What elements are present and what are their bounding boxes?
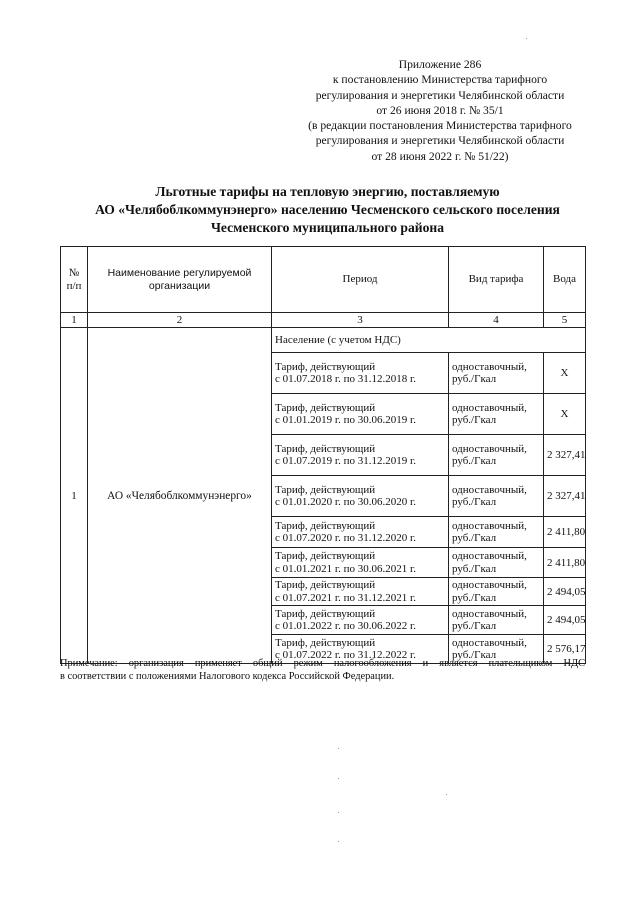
organization-name: АО «Челябоблкоммунэнерго» — [88, 328, 272, 664]
annex-line: от 28 июня 2022 г. № 51/22) — [371, 149, 509, 163]
annex-line: к постановлению Министерства тарифного — [332, 73, 548, 87]
annex-line: Приложение 286 — [398, 58, 482, 71]
tariff-period: Тариф, действующий с 01.01.2021 г. по 30.06.2021 г. — [272, 548, 449, 578]
row-number: 1 — [61, 328, 88, 664]
tariff-type: одноставочный, руб./Гкал — [449, 353, 544, 394]
header-num: № п/п — [61, 247, 88, 313]
water-value: X — [544, 353, 586, 394]
tariff-type: одноставочный, руб./Гкал — [449, 476, 544, 517]
annex-line: регулирования и энергетики Челябинской области — [315, 134, 565, 148]
tariff-table — [60, 246, 586, 664]
annex-header — [285, 57, 595, 164]
water-value: 2 494,05 — [544, 606, 586, 635]
scan-speck — [338, 841, 339, 842]
water-value: 2 327,41 — [544, 476, 586, 517]
tariff-type: одноставочный, руб./Гкал — [449, 548, 544, 578]
tariff-period: Тариф, действующий с 01.01.2020 г. по 30.06.2020 г. — [272, 476, 449, 517]
scan-speck — [446, 794, 447, 795]
water-value: 2 411,80 — [544, 517, 586, 548]
tariff-period: Тариф, действующий с 01.01.2019 г. по 30.06.2019 г. — [272, 394, 449, 435]
title-line: АО «Челябоблкоммунэнерго» населению Чесменского сельского поселения — [95, 202, 560, 217]
water-value: 2 411,80 — [544, 548, 586, 578]
tariff-type: одноставочный, руб./Гкал — [449, 394, 544, 435]
tariff-type: одноставочный, руб./Гкал — [449, 578, 544, 606]
col-number: 3 — [272, 313, 449, 328]
col-number: 1 — [61, 313, 88, 328]
tariff-type: одноставочный, руб./Гкал — [449, 435, 544, 476]
tariff-period: Тариф, действующий с 01.07.2021 г. по 31.12.2021 г. — [272, 578, 449, 606]
tariff-period: Тариф, действующий с 01.07.2020 г. по 31.12.2020 г. — [272, 517, 449, 548]
tariff-period: Тариф, действующий с 01.01.2022 г. по 30.06.2022 г. — [272, 606, 449, 635]
water-value: 2 327,41 — [544, 435, 586, 476]
col-number: 4 — [449, 313, 544, 328]
annex-line: от 26 июня 2018 г. № 35/1 — [376, 103, 504, 117]
tariff-type: одноставочный, руб./Гкал — [449, 635, 544, 664]
scan-speck — [338, 748, 339, 749]
tariff-type: одноставочный, руб./Гкал — [449, 517, 544, 548]
table-row — [61, 328, 586, 353]
population-label: Население (с учетом НДС) — [272, 328, 586, 353]
tariff-period: Тариф, действующий с 01.07.2018 г. по 31.12.2018 г. — [272, 353, 449, 394]
table-header-row — [61, 247, 586, 313]
title-line: Чесменского муниципального района — [210, 220, 445, 235]
column-number-row — [61, 313, 586, 328]
footnote — [60, 657, 585, 683]
header-type: Вид тарифа — [449, 247, 544, 313]
title-line: Льготные тарифы на тепловую энергию, поставляемую — [155, 184, 500, 199]
header-period: Период — [272, 247, 449, 313]
col-number: 5 — [544, 313, 586, 328]
annex-line: регулирования и энергетики Челябинской области — [315, 88, 565, 102]
col-number: 2 — [88, 313, 272, 328]
scan-speck — [338, 778, 339, 779]
document-title — [40, 183, 615, 237]
footnote-line: в соответствии с положениями Налогового кодекса Российской Федерации. — [60, 671, 395, 682]
scan-speck — [338, 812, 339, 813]
header-water: Вода — [544, 247, 586, 313]
header-org: Наименование регулируемой организации — [88, 247, 272, 313]
tariff-type: одноставочный, руб./Гкал — [449, 606, 544, 635]
tariff-period: Тариф, действующий с 01.07.2022 г. по 31.12.2022 г. — [272, 635, 449, 664]
tariff-period: Тариф, действующий с 01.07.2019 г. по 31.12.2019 г. — [272, 435, 449, 476]
footnote-line: Примечание: организация применяет общий режим налогообложения и является плательщиком НДС — [60, 658, 585, 669]
water-value: X — [544, 394, 586, 435]
scan-speck — [526, 38, 527, 39]
water-value: 2 576,17 — [544, 635, 586, 664]
water-value: 2 494,05 — [544, 578, 586, 606]
annex-line: (в редакции постановления Министерства тарифного — [308, 119, 572, 133]
